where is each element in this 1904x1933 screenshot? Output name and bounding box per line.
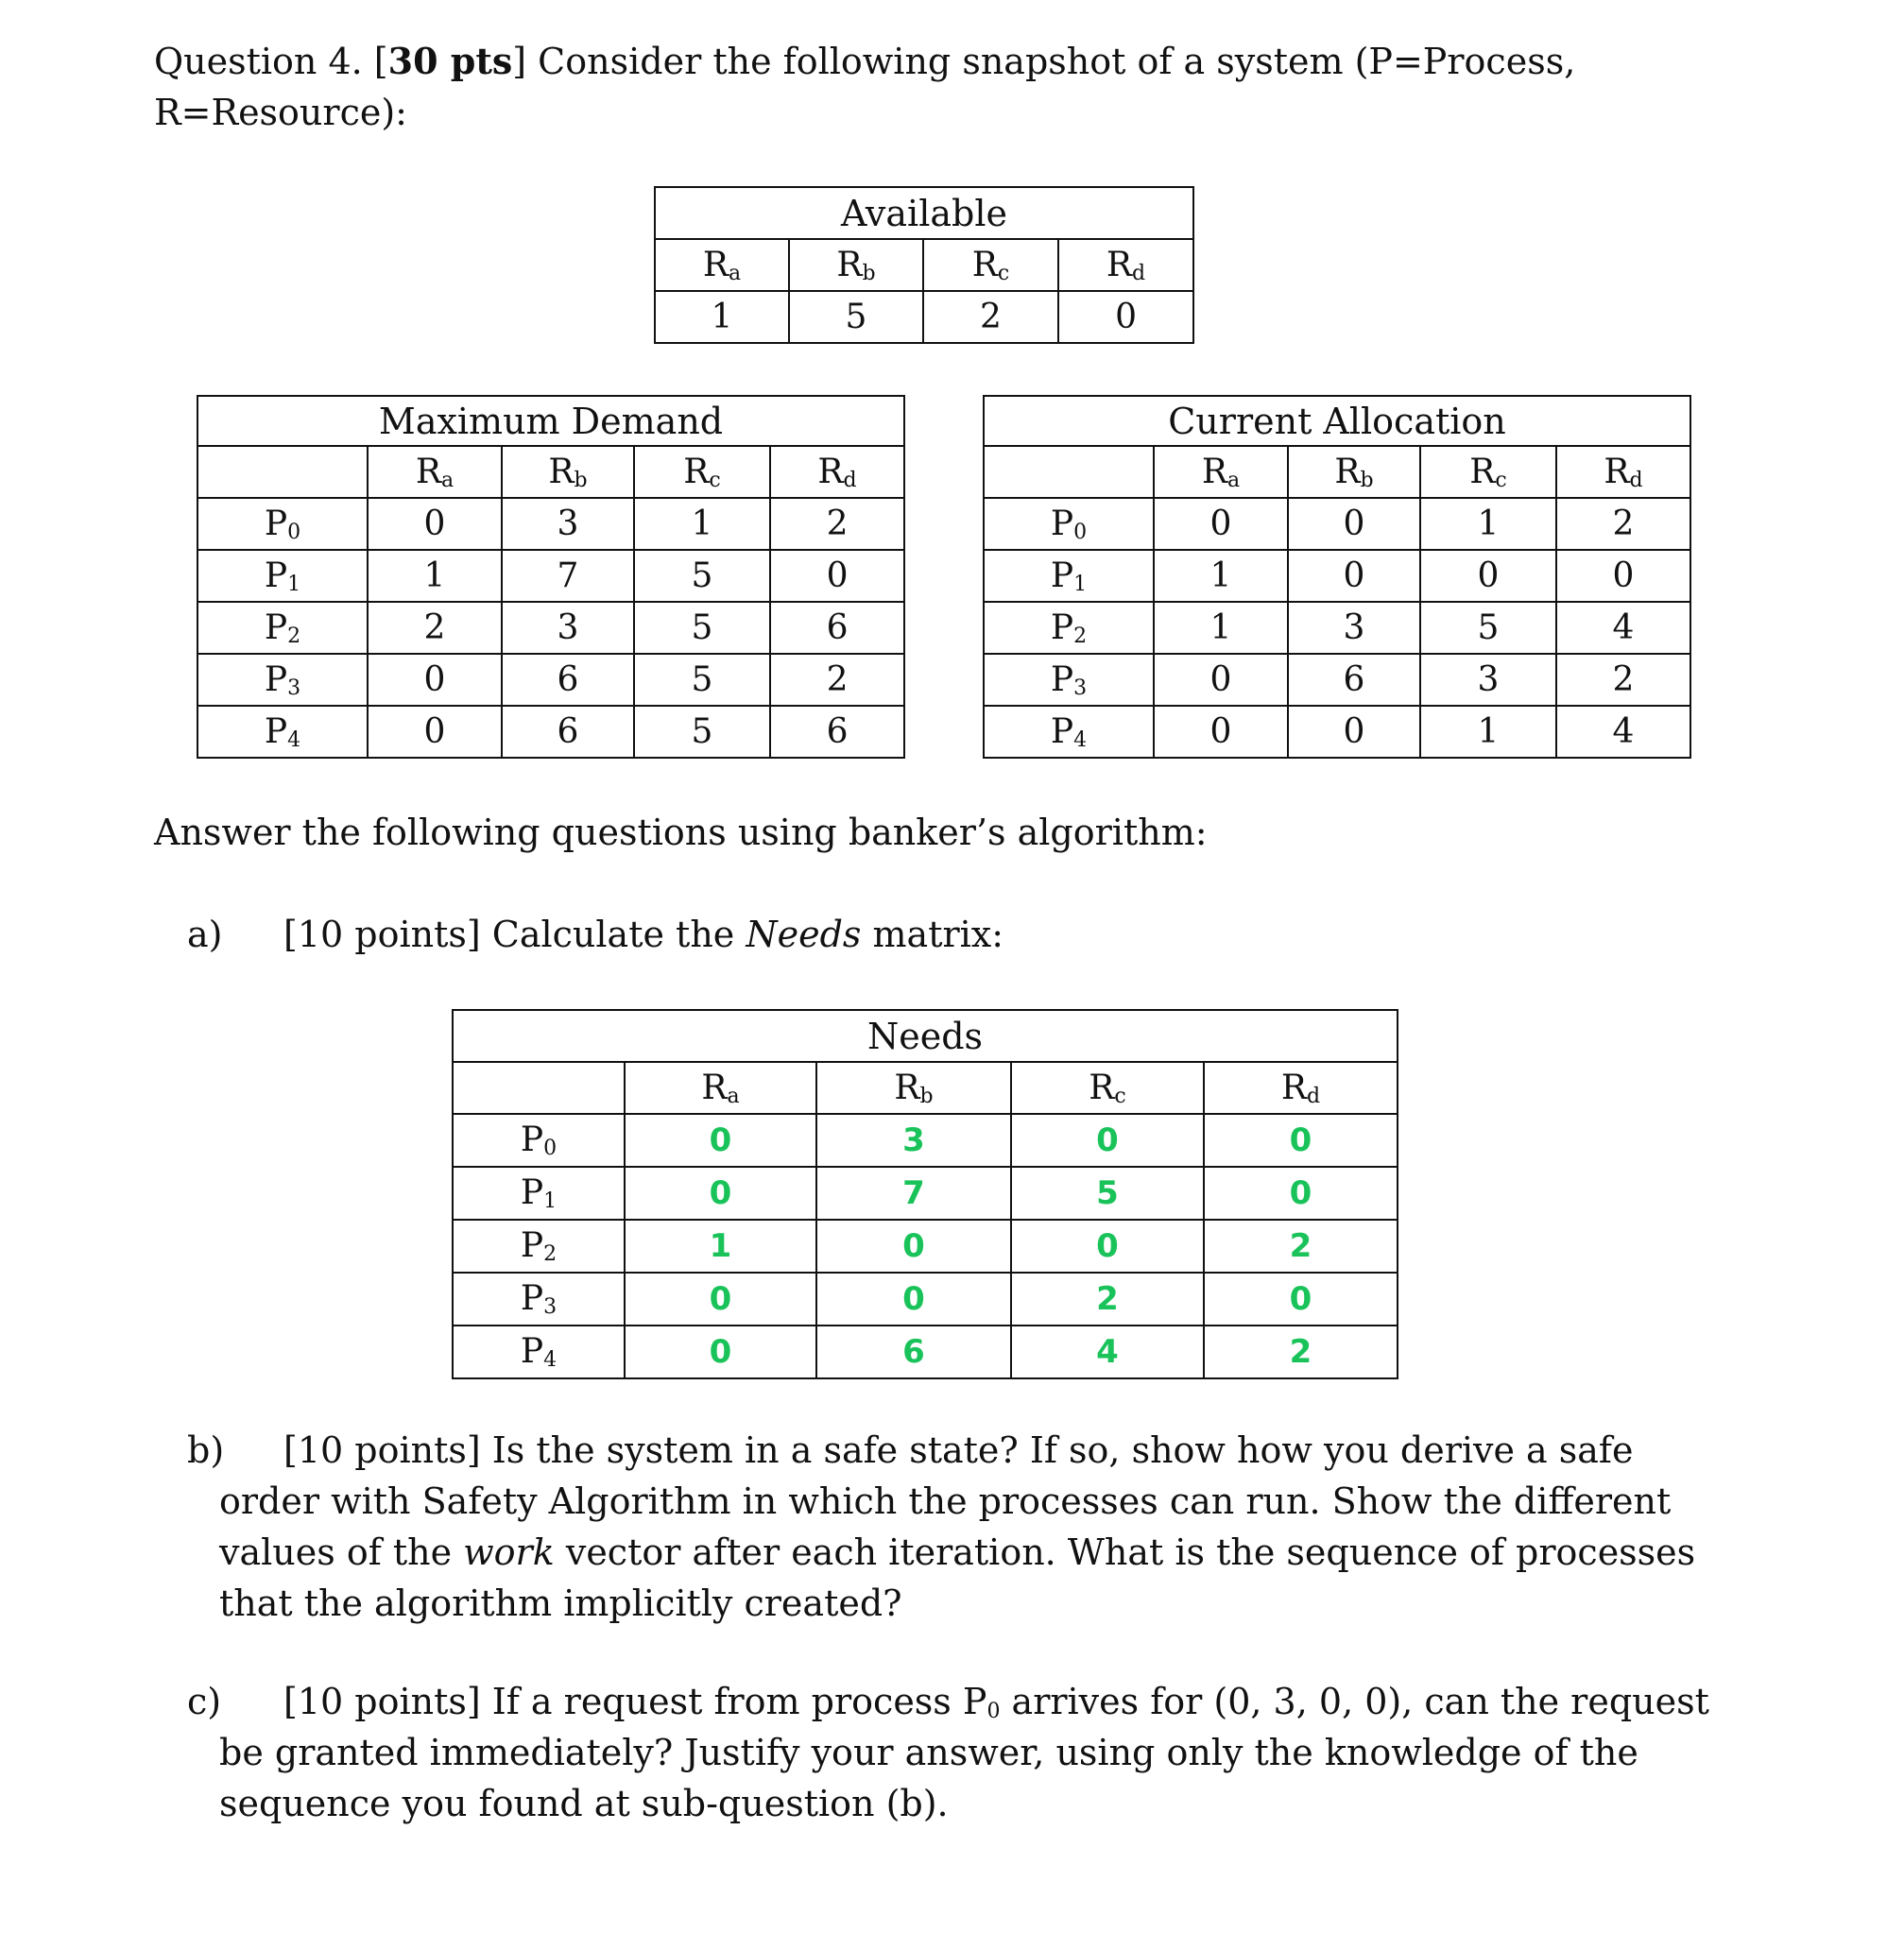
needs-cell: 0 xyxy=(816,1273,1011,1326)
available-header-ra: $R_a$ xyxy=(655,239,789,291)
max-demand-cell: 5 xyxy=(634,654,770,706)
current-allocation-header-ra: $R_a$ xyxy=(1154,446,1288,498)
current-allocation-cell: 0 xyxy=(1556,550,1690,602)
max-demand-title: Maximum Demand xyxy=(197,396,904,446)
needs-process-p4: $P_4$ xyxy=(453,1326,625,1378)
part-c-line2: be granted immediately? Justify your answer, using only the knowledge of the xyxy=(219,1732,1638,1773)
available-value-rb: 5 xyxy=(789,291,923,343)
max-demand-cell: 6 xyxy=(770,602,904,654)
current-allocation-cell: 4 xyxy=(1556,706,1690,758)
needs-cell: 0 xyxy=(625,1167,816,1220)
needs-cell: 0 xyxy=(625,1114,816,1167)
max-demand-process-p0: $P_0$ xyxy=(197,498,368,550)
needs-process-p2: $P_2$ xyxy=(453,1220,625,1273)
needs-table xyxy=(452,1009,1398,1379)
current-allocation-cell: 4 xyxy=(1556,602,1690,654)
current-allocation-cell: 0 xyxy=(1154,498,1288,550)
max-demand-header-rd: $R_d$ xyxy=(770,446,904,498)
table-row xyxy=(453,1326,1398,1378)
max-demand-cell: 2 xyxy=(770,654,904,706)
current-allocation-process-p2: $P_2$ xyxy=(984,602,1154,654)
available-header-rc: $R_c$ xyxy=(923,239,1058,291)
needs-corner xyxy=(453,1062,625,1114)
max-demand-header-rb: $R_b$ xyxy=(502,446,634,498)
question-text-line2: R=Resource): xyxy=(154,92,407,133)
table-row xyxy=(453,1167,1398,1220)
current-allocation-table xyxy=(983,395,1691,759)
current-allocation-header-rd: $R_d$ xyxy=(1556,446,1690,498)
current-allocation-process-p3: $P_3$ xyxy=(984,654,1154,706)
needs-cell: 0 xyxy=(1011,1220,1204,1273)
current-allocation-cell: 1 xyxy=(1420,706,1556,758)
max-demand-cell: 0 xyxy=(368,498,502,550)
needs-header-rc: $R_c$ xyxy=(1011,1062,1204,1114)
max-demand-cell: 5 xyxy=(634,602,770,654)
available-title: Available xyxy=(655,187,1193,239)
table-row xyxy=(984,550,1690,602)
part-b-line3: values of the work vector after each iteration. What is the sequence of processes xyxy=(219,1531,1696,1573)
table-row xyxy=(984,498,1690,550)
max-demand-cell: 5 xyxy=(634,706,770,758)
max-demand-process-p4: $P_4$ xyxy=(197,706,368,758)
current-allocation-cell: 3 xyxy=(1288,602,1420,654)
needs-cell: 0 xyxy=(1204,1273,1398,1326)
needs-cell: 3 xyxy=(816,1114,1011,1167)
available-value-rd: 0 xyxy=(1058,291,1193,343)
available-value-rc: 2 xyxy=(923,291,1058,343)
current-allocation-cell: 1 xyxy=(1420,498,1556,550)
current-allocation-header-rc: $R_c$ xyxy=(1420,446,1556,498)
max-demand-process-p1: $P_1$ xyxy=(197,550,368,602)
current-allocation-cell: 0 xyxy=(1154,706,1288,758)
intro-text: Answer the following questions using banker’s algorithm: xyxy=(154,812,1208,853)
max-demand-cell: 7 xyxy=(502,550,634,602)
max-demand-cell: 0 xyxy=(770,550,904,602)
table-row xyxy=(984,602,1690,654)
current-allocation-cell: 1 xyxy=(1154,602,1288,654)
part-c-line3: sequence you found at sub-question (b). xyxy=(219,1783,949,1824)
needs-cell: 7 xyxy=(816,1167,1011,1220)
needs-cell: 2 xyxy=(1204,1326,1398,1378)
available-value-ra: 1 xyxy=(655,291,789,343)
current-allocation-header-rb: $R_b$ xyxy=(1288,446,1420,498)
max-demand-header-rc: $R_c$ xyxy=(634,446,770,498)
part-a-text: [10 points] Calculate the Needs matrix: xyxy=(283,914,1004,955)
table-row xyxy=(197,602,904,654)
current-allocation-cell: 1 xyxy=(1154,550,1288,602)
table-row xyxy=(197,706,904,758)
part-c-label: c) xyxy=(187,1681,222,1722)
needs-cell: 0 xyxy=(625,1273,816,1326)
needs-cell: 2 xyxy=(1011,1273,1204,1326)
current-allocation-cell: 0 xyxy=(1288,550,1420,602)
available-header-rb: $R_b$ xyxy=(789,239,923,291)
current-allocation-cell: 2 xyxy=(1556,654,1690,706)
part-c-line1: [10 points] If a request from process $P_0$ arrives for (0, 3, 0, 0), can the request xyxy=(283,1681,1709,1723)
max-demand-process-p3: $P_3$ xyxy=(197,654,368,706)
table-row xyxy=(197,654,904,706)
current-allocation-cell: 0 xyxy=(1420,550,1556,602)
part-b-line2: order with Safety Algorithm in which the processes can run. Show the different xyxy=(219,1480,1672,1522)
max-demand-cell: 6 xyxy=(502,654,634,706)
table-row xyxy=(197,550,904,602)
current-allocation-title: Current Allocation xyxy=(984,396,1690,446)
part-a-label: a) xyxy=(187,914,223,955)
needs-title: Needs xyxy=(453,1010,1398,1062)
part-b-line1: [10 points] Is the system in a safe state? If so, show how you derive a safe xyxy=(283,1429,1634,1471)
current-allocation-cell: 6 xyxy=(1288,654,1420,706)
max-demand-cell: 5 xyxy=(634,550,770,602)
table-row xyxy=(453,1114,1398,1167)
needs-process-p1: $P_1$ xyxy=(453,1167,625,1220)
needs-process-p0: $P_0$ xyxy=(453,1114,625,1167)
max-demand-cell: 6 xyxy=(770,706,904,758)
max-demand-table xyxy=(197,395,905,759)
current-allocation-cell: 3 xyxy=(1420,654,1556,706)
needs-cell: 6 xyxy=(816,1326,1011,1378)
needs-header-ra: $R_a$ xyxy=(625,1062,816,1114)
needs-cell: 0 xyxy=(816,1220,1011,1273)
needs-cell: 0 xyxy=(1204,1114,1398,1167)
current-allocation-process-p1: $P_1$ xyxy=(984,550,1154,602)
current-allocation-cell: 0 xyxy=(1288,498,1420,550)
max-demand-corner xyxy=(197,446,368,498)
table-row xyxy=(984,654,1690,706)
table-row xyxy=(453,1273,1398,1326)
max-demand-cell: 2 xyxy=(770,498,904,550)
needs-header-rb: $R_b$ xyxy=(816,1062,1011,1114)
needs-cell: 0 xyxy=(625,1326,816,1378)
needs-process-p3: $P_3$ xyxy=(453,1273,625,1326)
current-allocation-cell: 0 xyxy=(1154,654,1288,706)
max-demand-process-p2: $P_2$ xyxy=(197,602,368,654)
needs-cell: 1 xyxy=(625,1220,816,1273)
table-row xyxy=(453,1220,1398,1273)
needs-cell: 4 xyxy=(1011,1326,1204,1378)
current-allocation-cell: 0 xyxy=(1288,706,1420,758)
table-row xyxy=(197,498,904,550)
needs-cell: 0 xyxy=(1011,1114,1204,1167)
max-demand-cell: 2 xyxy=(368,602,502,654)
available-header-rd: $R_d$ xyxy=(1058,239,1193,291)
current-allocation-corner xyxy=(984,446,1154,498)
current-allocation-cell: 2 xyxy=(1556,498,1690,550)
max-demand-cell: 3 xyxy=(502,498,634,550)
needs-cell: 5 xyxy=(1011,1167,1204,1220)
needs-cell: 0 xyxy=(1204,1167,1398,1220)
current-allocation-process-p0: $P_0$ xyxy=(984,498,1154,550)
max-demand-cell: 6 xyxy=(502,706,634,758)
question-header xyxy=(154,36,1575,87)
question-prefix: Question 4. [ xyxy=(154,41,388,82)
available-table xyxy=(654,186,1194,344)
max-demand-cell: 0 xyxy=(368,706,502,758)
max-demand-cell: 1 xyxy=(634,498,770,550)
needs-header-rd: $R_d$ xyxy=(1204,1062,1398,1114)
part-b-label: b) xyxy=(187,1429,225,1471)
table-row xyxy=(984,706,1690,758)
current-allocation-cell: 5 xyxy=(1420,602,1556,654)
part-b-line4: that the algorithm implicitly created? xyxy=(219,1582,902,1624)
max-demand-cell: 3 xyxy=(502,602,634,654)
question-points: 30 pts xyxy=(387,40,513,82)
max-demand-cell: 0 xyxy=(368,654,502,706)
current-allocation-process-p4: $P_4$ xyxy=(984,706,1154,758)
needs-cell: 2 xyxy=(1204,1220,1398,1273)
question-text-line1: ] Consider the following snapshot of a system (P=Process, xyxy=(512,41,1576,82)
max-demand-header-ra: $R_a$ xyxy=(368,446,502,498)
max-demand-cell: 1 xyxy=(368,550,502,602)
